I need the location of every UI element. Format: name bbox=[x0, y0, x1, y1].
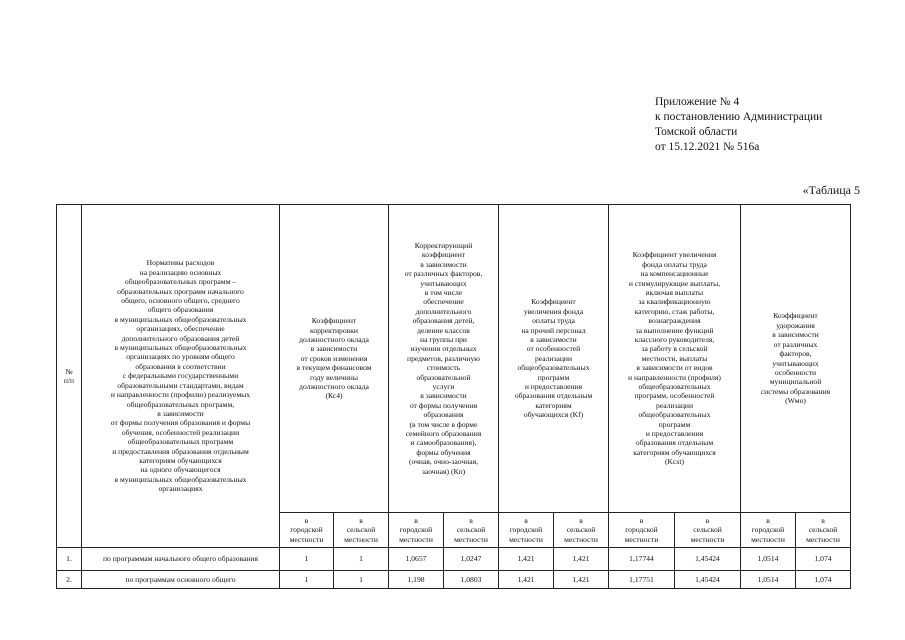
cell-wmo-rural: 1,074 bbox=[796, 571, 851, 589]
subheader-rural: в сельской местности bbox=[554, 513, 609, 548]
cell-kn-rural: 1,0803 bbox=[444, 571, 499, 589]
table-header-row bbox=[57, 205, 851, 513]
cell-kcst-urban: 1,17744 bbox=[609, 548, 675, 571]
cell-kc4-rural: 1 bbox=[334, 571, 389, 589]
cell-kc4-urban: 1 bbox=[280, 548, 334, 571]
header-num: № п/п bbox=[57, 205, 82, 548]
header-kf: Коэффициент увеличения фонда оплаты труда на прочий персонал в зависимости от особенностей реализации общеобразовательных программ и предоставления образования отдельным категориям обучающихся (Kf) bbox=[499, 205, 609, 513]
row-number: 1. bbox=[57, 548, 82, 571]
table-row bbox=[57, 548, 851, 571]
cell-kcst-rural: 1,45424 bbox=[675, 571, 741, 589]
cell-wmo-urban: 1,0514 bbox=[741, 548, 796, 571]
appendix-title: Приложение № 4 bbox=[655, 96, 740, 108]
subheader-urban: в городской местности bbox=[609, 513, 675, 548]
cell-wmo-rural: 1,074 bbox=[796, 548, 851, 571]
cell-kcst-urban: 1,17751 bbox=[609, 571, 675, 589]
cell-kcst-rural: 1,45424 bbox=[675, 548, 741, 571]
appendix-header bbox=[655, 95, 895, 155]
cell-kc4-urban: 1 bbox=[280, 571, 334, 589]
subheader-rural: в сельской местности bbox=[334, 513, 389, 548]
subheader-urban: в городской местности bbox=[499, 513, 554, 548]
subheader-rural: в сельской местности bbox=[444, 513, 499, 548]
header-wmo: Коэффициент удорожания в зависимости от различных факторов, учитывающих особенности муниципальной системы образования (Wмо) bbox=[741, 205, 851, 513]
cell-wmo-urban: 1,0514 bbox=[741, 571, 796, 589]
row-name: по программам начального общего образования bbox=[82, 548, 280, 571]
row-number: 2. bbox=[57, 571, 82, 589]
appendix-date: от 15.12.2021 № 516а bbox=[655, 141, 760, 153]
header-kcst: Коэффициент увеличения фонда оплаты труда на компенсационные и стимулирующие выплаты, включая выплаты за квалификационную категорию, стаж работы, вознаграждения за выполнение функций классного руководителя, за работу в сельской местности, выплаты в зависимости от видов и направленности (профиля) общеобразовательных программ, особенностей реализации общеобразовательных программ и предоставления образования отдельным категориям обучающихся (Kcst) bbox=[609, 205, 741, 513]
cell-kn-rural: 1,0247 bbox=[444, 548, 499, 571]
cell-kn-urban: 1,0657 bbox=[389, 548, 444, 571]
cell-kf-rural: 1,421 bbox=[554, 548, 609, 571]
subheader-rural: в сельской местности bbox=[796, 513, 851, 548]
table-row bbox=[57, 571, 851, 589]
cell-kc4-rural: 1 bbox=[334, 548, 389, 571]
subheader-urban: в городской местности bbox=[741, 513, 796, 548]
row-name: по программам основного общего bbox=[82, 571, 280, 589]
header-kc4: Коэффициент корректировки должностного оклада в зависимости от сроков изменения в текущем финансовом году величины должностного оклада (Кс4) bbox=[280, 205, 389, 513]
header-normative: Нормативы расходов на реализацию основных общеобразовательных программ – образовательных программ начального общего, основного общего, среднего общего образования в муниципальных общеобразовательных организациях, обеспечение дополнительного образования детей в муниципальных общеобразовательных организациях по уровням общего образования в соответствии с федеральными государственными образовательными стандартами, видам и направленности (профилю) реализуемых общеобразовательных программ, в зависимости от формы получения образования и формы обучения, особенностей реализации общеобразовательных программ и предоставления образования отдельным категориям обучающихся на одного обучающегося в муниципальных общеобразовательных организациях bbox=[82, 205, 280, 548]
table-label: «Таблица 5 bbox=[802, 183, 860, 197]
coefficients-table bbox=[56, 204, 851, 589]
cell-kn-urban: 1,198 bbox=[389, 571, 444, 589]
cell-kf-urban: 1,421 bbox=[499, 571, 554, 589]
subheader-urban: в городской местности bbox=[389, 513, 444, 548]
cell-kf-rural: 1,421 bbox=[554, 571, 609, 589]
cell-kf-urban: 1,421 bbox=[499, 548, 554, 571]
subheader-rural: в сельской местности bbox=[675, 513, 741, 548]
subheader-urban: в городской местности bbox=[280, 513, 334, 548]
header-kn: Корректирующий коэффициент в зависимости от различных факторов, учитывающих в том числе обеспечение дополнительного образования детей, деление классов на группы при изучении отдельных предметов, различную стоимость образовательной услуги в зависимости от формы получения образования (в том числе в форме семейного образования и самообразования), формы обучения (очная, очно-заочная, заочная) (Кп) bbox=[389, 205, 499, 513]
appendix-resolution: к постановлению Администрации bbox=[655, 111, 823, 123]
appendix-region: Томской области bbox=[655, 126, 738, 138]
